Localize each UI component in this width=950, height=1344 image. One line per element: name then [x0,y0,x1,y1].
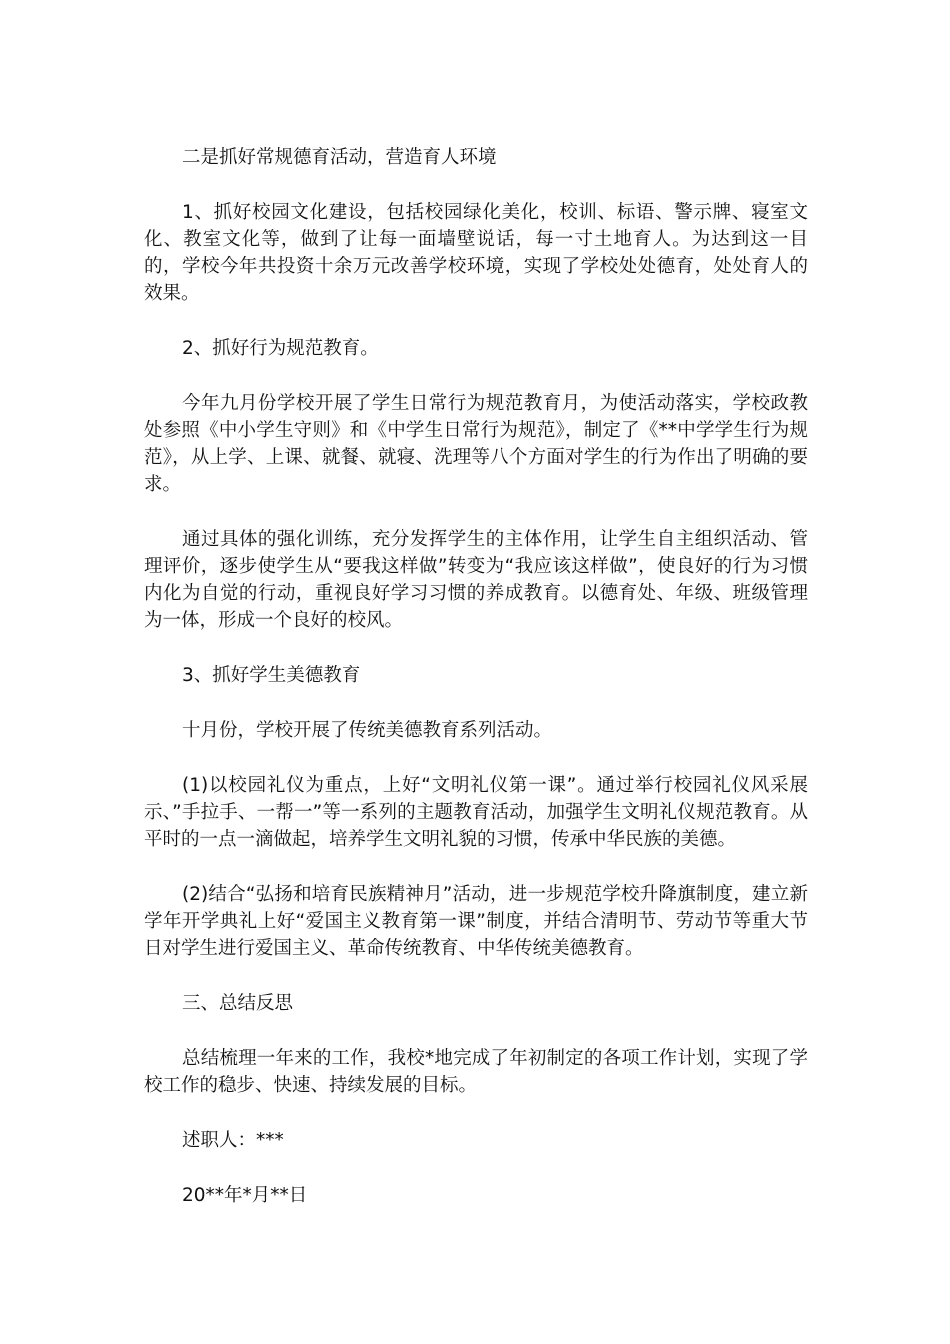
paragraph-behavior-month: 今年九月份学校开展了学生日常行为规范教育月，为使活动落实，学校政教处参照《中小学生守则》和《中学生日常行为规范》，制定了《**中学学生行为规范》，从上学、上课、就餐、就寝、洗理等八个方面对学生的行为作出了明确的要求。 [144,393,808,495]
paragraph-etiquette: (1)以校园礼仪为重点，上好“文明礼仪第一课”。通过举行校园礼仪风采展示、”手拉手、一帮一”等一系列的主题教育活动，加强学生文明礼仪规范教育。从平时的一点一滴做起，培养学生文明礼貌的习惯，传承中华民族的美德。 [144,775,808,850]
reporter-line: 述职人：*** [182,1130,284,1151]
document-body [144,144,808,1237]
subheading-virtue-education: 3、抓好学生美德教育 [182,665,361,686]
paragraph-october-activities: 十月份，学校开展了传统美德教育系列活动。 [182,720,553,741]
paragraph-training: 通过具体的强化训练，充分发挥学生的主体作用，让学生自主组织活动、管理评价，逐步使学生从“要我这样做”转变为“我应该这样做”，使良好的行为习惯内化为自觉的行动，重视良好学习习惯的养成教育。以德育处、年级、班级管理为一体，形成一个良好的校风。 [144,529,808,631]
section-heading-routine-moral-education: 二是抓好常规德育活动，营造育人环境 [182,147,497,168]
paragraph-summary: 总结梳理一年来的工作，我校*地完成了年初制定的各项工作计划，实现了学校工作的稳步、快速、持续发展的目标。 [144,1048,808,1096]
paragraph-national-spirit: (2)结合“弘扬和培育民族精神月”活动，进一步规范学校升降旗制度，建立新学年开学典礼上好“爱国主义教育第一课”制度，并结合清明节、劳动节等重大节日对学生进行爱国主义、革命传统教育、中华传统美德教育。 [144,884,808,959]
section-heading-summary: 三、总结反思 [182,993,294,1014]
date-line: 20**年*月**日 [182,1185,308,1206]
subheading-behavior-norms: 2、抓好行为规范教育。 [182,338,379,359]
paragraph-campus-culture: 1、抓好校园文化建设，包括校园绿化美化，校训、标语、警示牌、寝室文化、教室文化等，做到了让每一面墙壁说话，每一寸土地育人。为达到这一目的，学校今年共投资十余万元改善学校环境，实现了学校处处德育，处处育人的效果。 [144,202,808,304]
